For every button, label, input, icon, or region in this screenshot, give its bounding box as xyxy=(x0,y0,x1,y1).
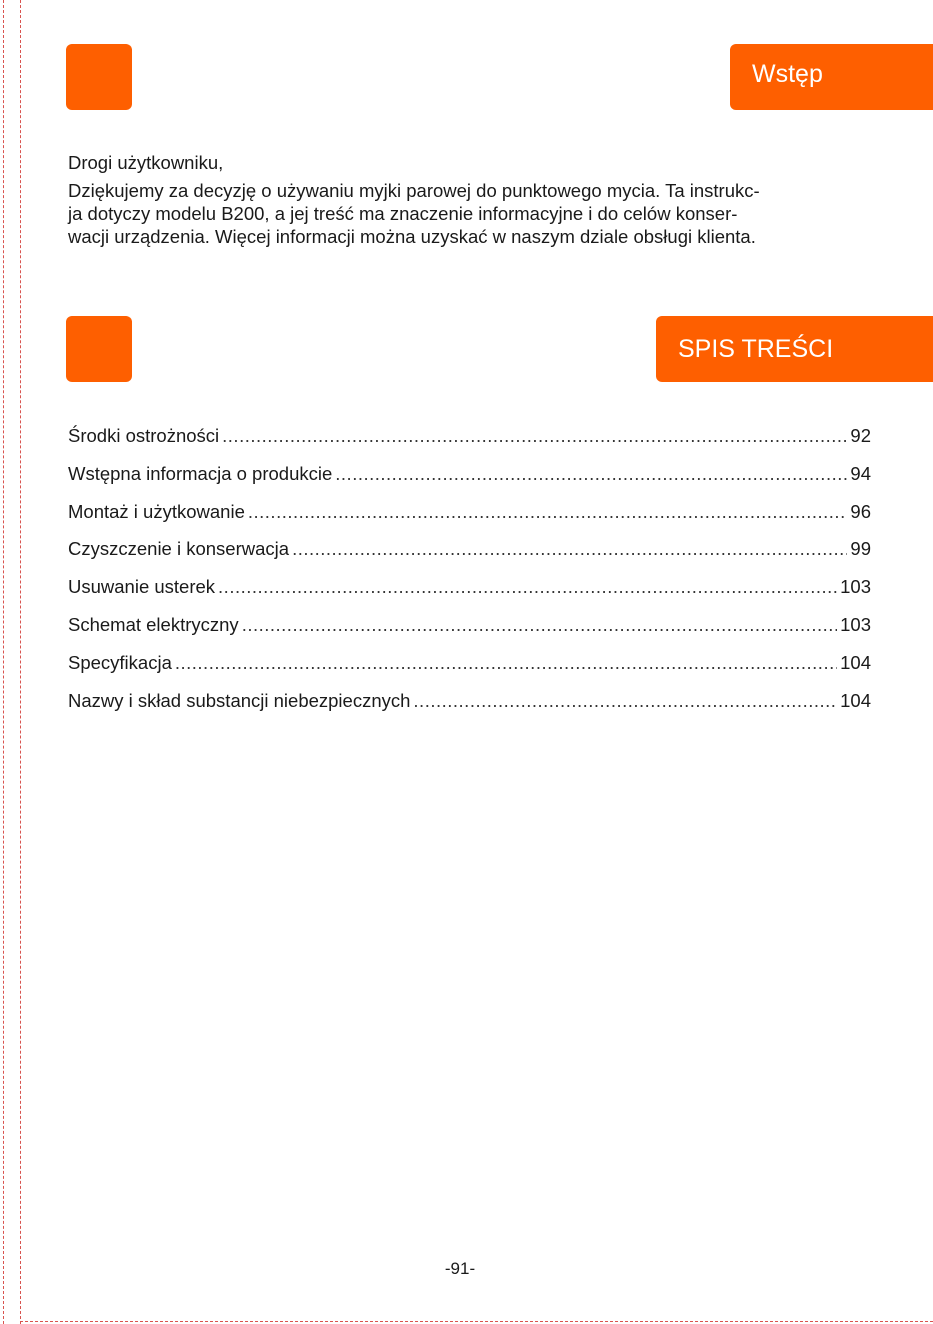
toc-entry[interactable] xyxy=(68,460,871,498)
toc-entry-page: 104 xyxy=(840,689,871,711)
toc-entry-title: Czyszczenie i konserwacja xyxy=(68,538,290,560)
toc-entry[interactable] xyxy=(68,649,871,687)
toc-entry-page: 103 xyxy=(840,576,871,598)
toc-entry-title: Usuwanie usterek xyxy=(68,576,216,598)
intro-heading-tab: Wstęp xyxy=(730,44,933,110)
toc-entry-page: 103 xyxy=(840,613,871,635)
toc-leader-dots xyxy=(413,687,837,715)
toc-entry[interactable] xyxy=(68,535,871,573)
toc-leader-dots xyxy=(222,422,847,450)
intro-line: ja dotyczy modelu B200, a jej treść ma znaczenie informacyjne i do celów konser- xyxy=(68,203,738,224)
toc-entry[interactable] xyxy=(68,573,871,611)
toc-entry-title: Specyfikacja xyxy=(68,651,172,673)
toc-entry[interactable] xyxy=(68,687,871,725)
toc-leader-dots xyxy=(248,498,848,526)
toc-entry-title: Środki ostrożności xyxy=(68,425,220,446)
cut-line-left xyxy=(3,0,4,1324)
toc-entry-page: 96 xyxy=(850,500,871,522)
toc-entry-page: 99 xyxy=(850,538,871,560)
toc-entry-title: Montaż i użytkowanie xyxy=(68,500,245,522)
toc-leader-dots xyxy=(292,535,847,563)
toc-leader-dots xyxy=(218,573,837,601)
toc-entry-page: 104 xyxy=(840,651,871,673)
toc-entry[interactable] xyxy=(68,498,871,536)
toc-leader-dots xyxy=(335,460,847,488)
toc-entry-title: Schemat elektryczny xyxy=(68,613,239,635)
toc-heading-tab: SPIS TREŚCI xyxy=(656,316,933,382)
toc-entry[interactable] xyxy=(68,422,871,460)
toc-leader-dots xyxy=(242,611,837,639)
intro-line: wacji urządzenia. Więcej informacji można uzyskać w naszym dziale obsługi klienta. xyxy=(68,226,756,247)
section-marker-square xyxy=(66,316,132,382)
toc-entry-title: Nazwy i skład substancji niebezpiecznych xyxy=(68,689,411,711)
section-marker-square xyxy=(66,44,132,110)
toc-entry[interactable] xyxy=(68,611,871,649)
intro-text xyxy=(68,151,868,248)
toc-leader-dots xyxy=(175,649,837,677)
table-of-contents xyxy=(68,422,871,724)
intro-line: Dziękujemy za decyzję o używaniu myjki parowej do punktowego mycia. Ta instrukc- xyxy=(68,180,760,201)
toc-entry-title: Wstępna informacja o produkcie xyxy=(68,462,333,484)
toc-entry-page: 92 xyxy=(850,425,871,446)
cut-line-bottom xyxy=(20,1321,933,1322)
page-number: -91- xyxy=(444,1259,476,1278)
cut-line-margin xyxy=(20,0,21,1324)
intro-greeting: Drogi użytkowniku, xyxy=(68,152,224,173)
toc-entry-page: 94 xyxy=(850,462,871,484)
